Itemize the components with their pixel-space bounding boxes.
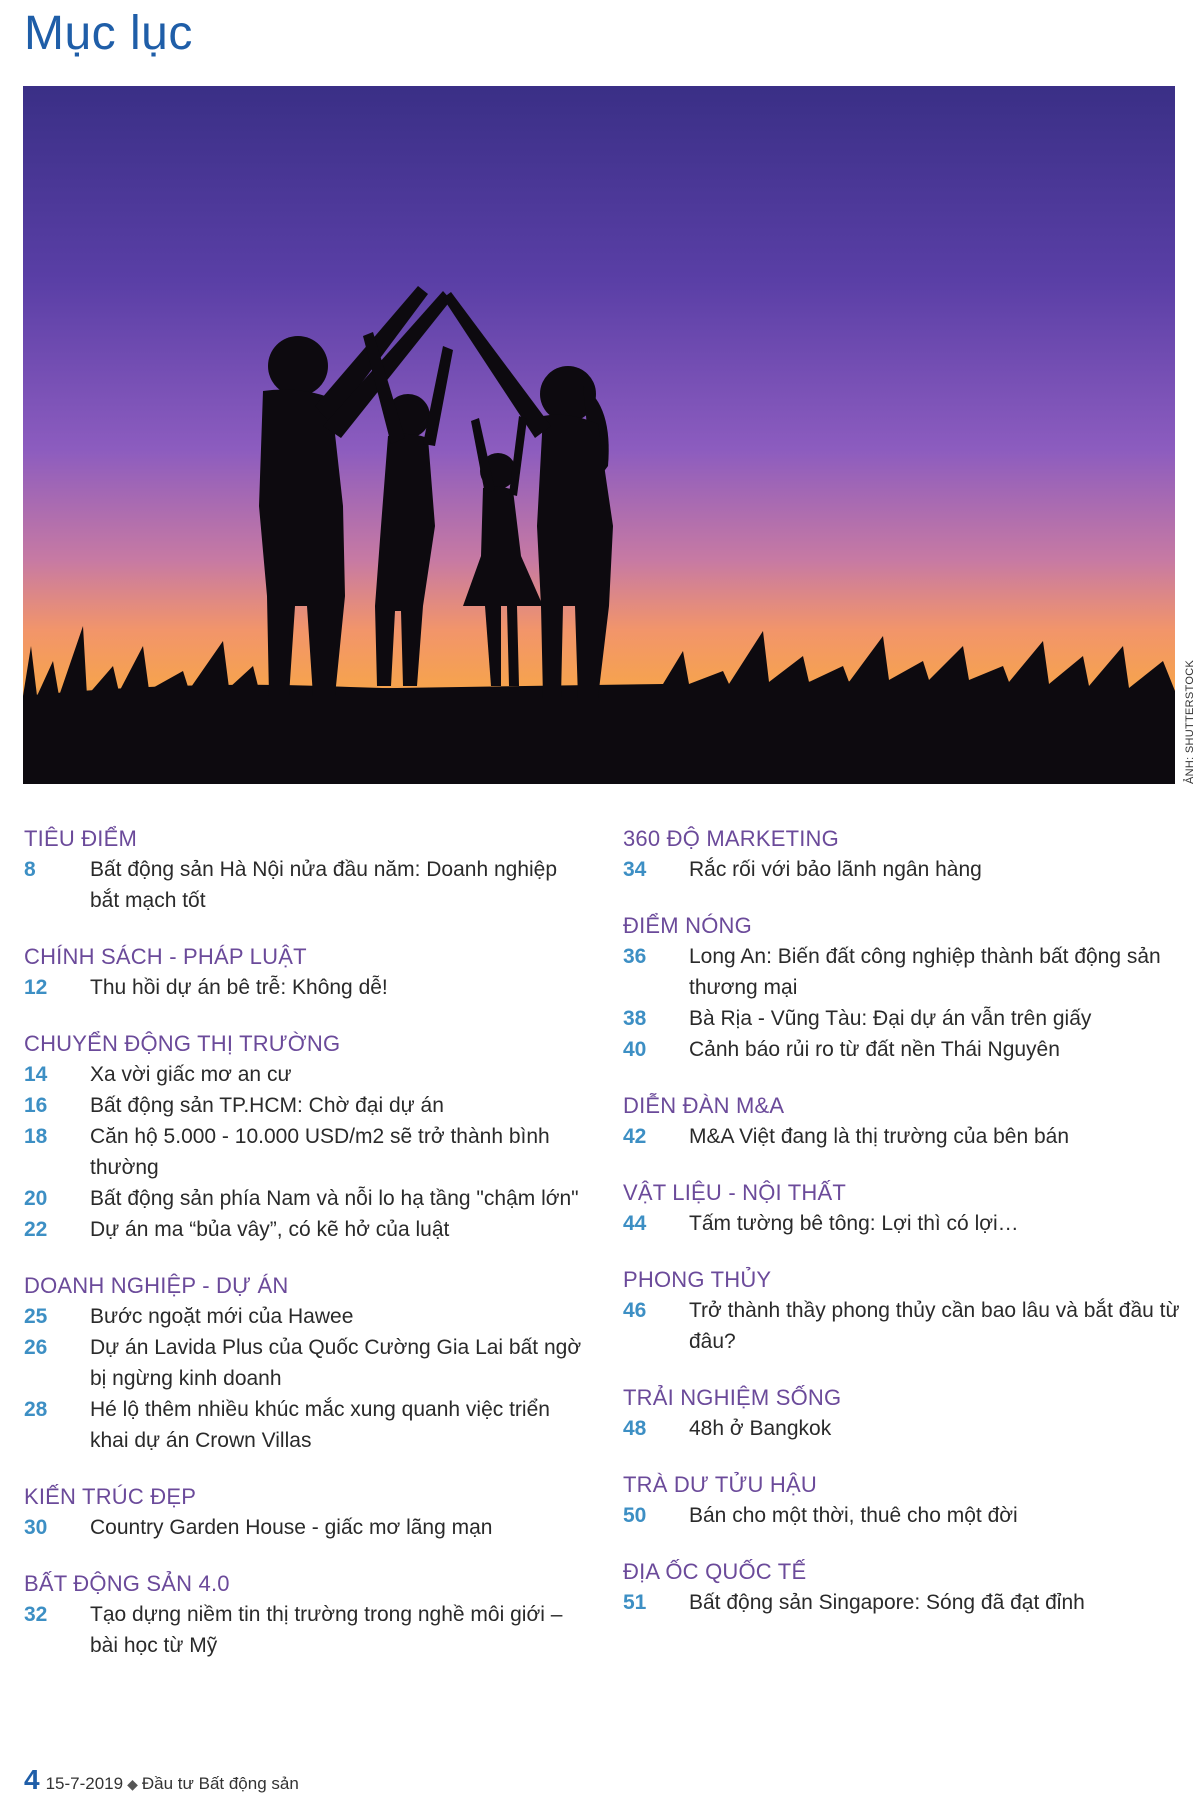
- toc-entry[interactable]: [24, 1090, 584, 1121]
- entry-page-number: 30: [24, 1516, 48, 1539]
- entry-page-number: 42: [623, 1125, 647, 1148]
- entry-title: Hé lộ thêm nhiều khúc mắc xung quanh việc triển khai dự án Crown Villas: [90, 1398, 550, 1452]
- toc-entry[interactable]: [623, 854, 1183, 885]
- footer-publication: Đầu tư Bất động sản: [141, 1774, 299, 1793]
- section-heading: TRẢI NGHIỆM SỐNG: [623, 1385, 842, 1410]
- entry-page-number: 22: [24, 1218, 48, 1241]
- entry-page-number: 50: [623, 1504, 647, 1527]
- footer-page-number: 4: [24, 1764, 40, 1795]
- toc-entry[interactable]: [623, 1587, 1183, 1618]
- page-footer: [24, 1764, 299, 1796]
- toc-entry[interactable]: [623, 1003, 1183, 1034]
- entry-title: Bước ngoặt mới của Hawee: [90, 1305, 354, 1328]
- toc-entry[interactable]: [24, 1214, 584, 1245]
- section-heading: KIẾN TRÚC ĐẸP: [24, 1484, 197, 1509]
- entry-page-number: 26: [24, 1336, 48, 1359]
- entry-title: Bất động sản TP.HCM: Chờ đại dự án: [90, 1094, 444, 1117]
- entry-title: Xa vời giấc mơ an cư: [90, 1063, 292, 1086]
- entry-page-number: 44: [623, 1212, 647, 1235]
- entry-page-number: 38: [623, 1007, 647, 1030]
- entry-page-number: 25: [24, 1305, 48, 1328]
- entry-page-number: 34: [623, 858, 647, 881]
- entry-page-number: 46: [623, 1299, 647, 1322]
- entry-title: Tạo dựng niềm tin thị trường trong nghề môi giới – bài học từ Mỹ: [90, 1603, 563, 1657]
- section-heading: 360 ĐỘ MARKETING: [623, 826, 839, 851]
- toc-entry[interactable]: [24, 1599, 584, 1661]
- section-heading: CHÍNH SÁCH - PHÁP LUẬT: [24, 944, 307, 969]
- section-heading: ĐIỂM NÓNG: [623, 913, 752, 938]
- toc-entry[interactable]: [623, 941, 1183, 1003]
- toc-left-column: [24, 824, 584, 1687]
- toc-section: [623, 911, 1183, 1065]
- entry-page-number: 51: [623, 1591, 647, 1614]
- entry-title: Bà Rịa - Vũng Tàu: Đại dự án vẫn trên giấy: [689, 1007, 1092, 1030]
- entry-title: Bất động sản phía Nam và nỗi lo hạ tầng "chậm lớn": [90, 1187, 579, 1210]
- entry-page-number: 32: [24, 1603, 48, 1626]
- toc-section: [623, 824, 1183, 885]
- photo-credit: ẢNH: SHUTTERSTOCK: [1184, 659, 1196, 784]
- toc-entry[interactable]: [623, 1413, 1183, 1444]
- toc-section: [24, 1569, 584, 1661]
- toc-section: [24, 942, 584, 1003]
- toc-entry[interactable]: [24, 1394, 584, 1456]
- toc-entry[interactable]: [24, 854, 584, 916]
- toc-section: [623, 1557, 1183, 1618]
- entry-title: Trở thành thầy phong thủy cần bao lâu và bắt đầu từ đâu?: [689, 1299, 1180, 1353]
- entry-title: Country Garden House - giấc mơ lãng mạn: [90, 1516, 493, 1539]
- toc-section: [623, 1383, 1183, 1444]
- section-heading: DOANH NGHIỆP - DỰ ÁN: [24, 1273, 289, 1298]
- entry-page-number: 36: [623, 945, 647, 968]
- entry-title: 48h ở Bangkok: [689, 1417, 832, 1440]
- entry-page-number: 14: [24, 1063, 48, 1086]
- section-heading: VẬT LIỆU - NỘI THẤT: [623, 1180, 847, 1205]
- entry-title: Dự án Lavida Plus của Quốc Cường Gia Lai bất ngờ bị ngừng kinh doanh: [90, 1336, 582, 1390]
- toc-entry[interactable]: [623, 1295, 1183, 1357]
- toc-entry[interactable]: [24, 1059, 584, 1090]
- entry-title: Căn hộ 5.000 - 10.000 USD/m2 sẽ trở thành bình thường: [90, 1125, 550, 1179]
- toc-section: [24, 1271, 584, 1456]
- diamond-icon: ◆: [127, 1776, 138, 1792]
- toc-section: [24, 1482, 584, 1543]
- toc-right-column: [623, 824, 1183, 1644]
- page-title: Mục lục: [24, 7, 193, 60]
- toc-section: [24, 1029, 584, 1245]
- entry-title: Tấm tường bê tông: Lợi thì có lợi…: [689, 1212, 1019, 1235]
- toc-entry[interactable]: [623, 1034, 1183, 1065]
- section-heading: CHUYỂN ĐỘNG THỊ TRƯỜNG: [24, 1031, 341, 1056]
- entry-page-number: 28: [24, 1398, 48, 1421]
- toc-section: [24, 824, 584, 916]
- section-heading: DIỄN ĐÀN M&A: [623, 1093, 785, 1118]
- entry-title: Rắc rối với bảo lãnh ngân hàng: [689, 858, 982, 881]
- toc-section: [623, 1178, 1183, 1239]
- entry-title: M&A Việt đang là thị trường của bên bán: [689, 1125, 1070, 1148]
- section-heading: BẤT ĐỘNG SẢN 4.0: [24, 1571, 230, 1596]
- entry-title: Long An: Biến đất công nghiệp thành bất động sản thương mại: [689, 945, 1161, 999]
- toc-entry[interactable]: [24, 972, 584, 1003]
- entry-page-number: 18: [24, 1125, 48, 1148]
- entry-title: Cảnh báo rủi ro từ đất nền Thái Nguyên: [689, 1038, 1060, 1061]
- toc-section: [623, 1265, 1183, 1357]
- toc-section: [623, 1091, 1183, 1152]
- entry-page-number: 48: [623, 1417, 647, 1440]
- section-heading: TIÊU ĐIỂM: [24, 826, 138, 851]
- entry-page-number: 20: [24, 1187, 48, 1210]
- toc-entry[interactable]: [24, 1512, 584, 1543]
- toc-entry[interactable]: [24, 1301, 584, 1332]
- toc-entry[interactable]: [623, 1500, 1183, 1531]
- toc-entry[interactable]: [24, 1183, 584, 1214]
- cover-photo: [23, 86, 1175, 784]
- entry-page-number: 12: [24, 976, 48, 999]
- toc-entry[interactable]: [623, 1121, 1183, 1152]
- footer-date: 15-7-2019: [45, 1774, 124, 1793]
- entry-page-number: 40: [623, 1038, 647, 1061]
- toc-section: [623, 1470, 1183, 1531]
- toc-entry[interactable]: [623, 1208, 1183, 1239]
- entry-title: Thu hồi dự án bê trễ: Không dễ!: [90, 976, 388, 999]
- entry-page-number: 8: [24, 858, 36, 881]
- entry-page-number: 16: [24, 1094, 48, 1117]
- toc-entry[interactable]: [24, 1332, 584, 1394]
- toc-entry[interactable]: [24, 1121, 584, 1183]
- entry-title: Dự án ma “bủa vây”, có kẽ hở của luật: [90, 1218, 450, 1241]
- section-heading: ĐỊA ỐC QUỐC TẾ: [623, 1559, 807, 1584]
- entry-title: Bất động sản Singapore: Sóng đã đạt đỉnh: [689, 1591, 1085, 1614]
- entry-title: Bán cho một thời, thuê cho một đời: [689, 1504, 1018, 1527]
- section-heading: PHONG THỦY: [623, 1267, 772, 1292]
- entry-title: Bất động sản Hà Nội nửa đầu năm: Doanh nghiệp bắt mạch tốt: [90, 858, 558, 912]
- section-heading: TRÀ DƯ TỬU HẬU: [623, 1472, 817, 1497]
